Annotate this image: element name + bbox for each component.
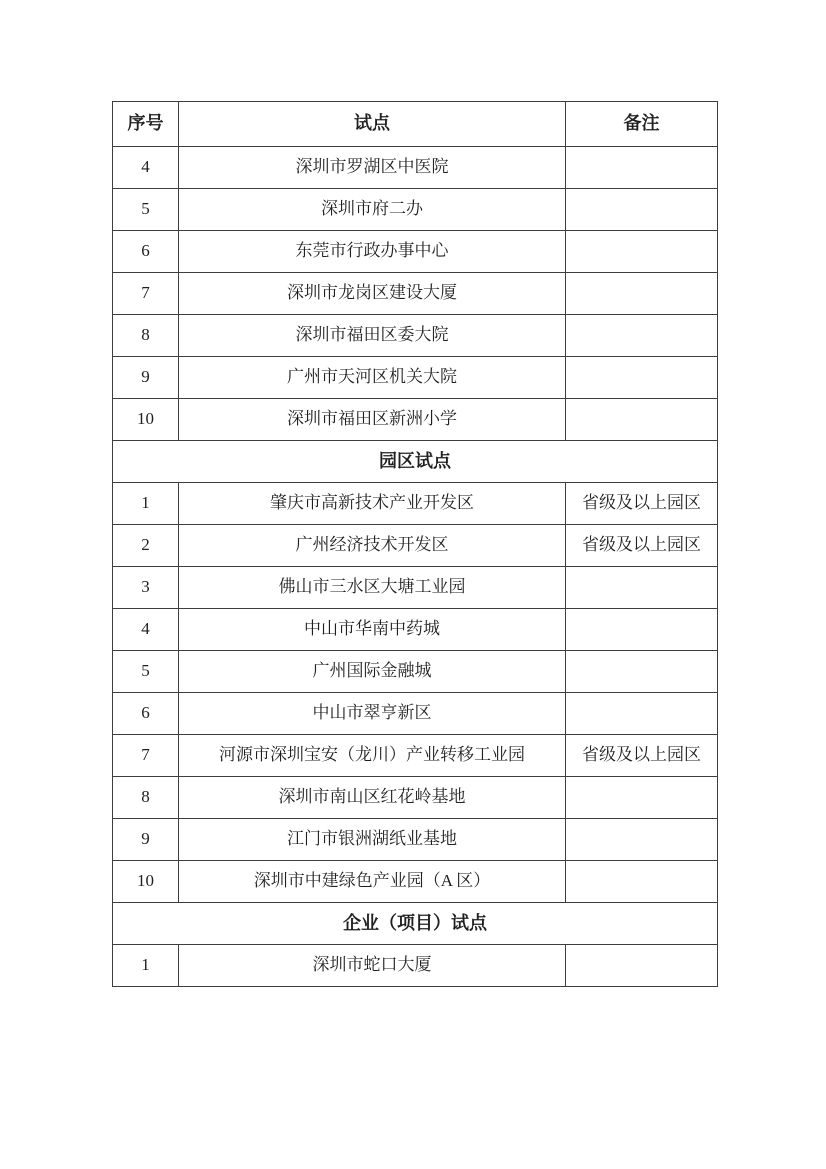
table-row [113, 651, 718, 693]
cell-pilot: 肇庆市高新技术产业开发区 [179, 483, 566, 525]
cell-no: 10 [113, 861, 179, 903]
cell-pilot: 深圳市龙岗区建设大厦 [179, 273, 566, 315]
cell-note [566, 609, 718, 651]
cell-note [566, 693, 718, 735]
header-row [113, 102, 718, 147]
cell-pilot: 广州国际金融城 [179, 651, 566, 693]
cell-pilot: 深圳市福田区委大院 [179, 315, 566, 357]
table-row [113, 231, 718, 273]
cell-no: 7 [113, 735, 179, 777]
table-row [113, 861, 718, 903]
cell-note [566, 399, 718, 441]
cell-no: 9 [113, 357, 179, 399]
cell-no: 4 [113, 147, 179, 189]
cell-pilot: 深圳市南山区红花岭基地 [179, 777, 566, 819]
table-row [113, 945, 718, 987]
cell-note [566, 651, 718, 693]
cell-pilot: 江门市银洲湖纸业基地 [179, 819, 566, 861]
table-row [113, 693, 718, 735]
cell-note [566, 819, 718, 861]
cell-no: 1 [113, 483, 179, 525]
cell-pilot: 深圳市蛇口大厦 [179, 945, 566, 987]
cell-note [566, 315, 718, 357]
table-row [113, 273, 718, 315]
header-pilot: 试点 [179, 102, 566, 147]
cell-no: 6 [113, 231, 179, 273]
cell-note [566, 147, 718, 189]
cell-note: 省级及以上园区 [566, 525, 718, 567]
cell-note [566, 777, 718, 819]
cell-pilot: 广州经济技术开发区 [179, 525, 566, 567]
header-no: 序号 [113, 102, 179, 147]
table-row [113, 315, 718, 357]
section-title: 园区试点 [113, 441, 718, 483]
cell-note [566, 945, 718, 987]
table-row [113, 567, 718, 609]
cell-no: 9 [113, 819, 179, 861]
cell-note [566, 189, 718, 231]
cell-note [566, 861, 718, 903]
cell-note [566, 231, 718, 273]
table-body [113, 147, 718, 987]
table-row [113, 777, 718, 819]
table-row [113, 399, 718, 441]
cell-no: 2 [113, 525, 179, 567]
table-row [113, 609, 718, 651]
cell-no: 10 [113, 399, 179, 441]
cell-no: 5 [113, 189, 179, 231]
cell-pilot: 深圳市罗湖区中医院 [179, 147, 566, 189]
cell-pilot: 河源市深圳宝安（龙川）产业转移工业园 [179, 735, 566, 777]
section-header-row [113, 903, 718, 945]
cell-note [566, 273, 718, 315]
cell-no: 3 [113, 567, 179, 609]
header-note: 备注 [566, 102, 718, 147]
cell-pilot: 佛山市三水区大塘工业园 [179, 567, 566, 609]
cell-note [566, 567, 718, 609]
cell-note [566, 357, 718, 399]
cell-pilot: 中山市翠亨新区 [179, 693, 566, 735]
section-header-row [113, 441, 718, 483]
cell-no: 5 [113, 651, 179, 693]
cell-pilot: 深圳市府二办 [179, 189, 566, 231]
table-row [113, 525, 718, 567]
cell-pilot: 东莞市行政办事中心 [179, 231, 566, 273]
table-row [113, 735, 718, 777]
table-row [113, 147, 718, 189]
cell-no: 8 [113, 315, 179, 357]
section-title: 企业（项目）试点 [113, 903, 718, 945]
cell-no: 4 [113, 609, 179, 651]
table-row [113, 483, 718, 525]
cell-note: 省级及以上园区 [566, 735, 718, 777]
cell-no: 7 [113, 273, 179, 315]
table-row [113, 189, 718, 231]
pilot-table [112, 101, 718, 987]
cell-no: 6 [113, 693, 179, 735]
table-row [113, 357, 718, 399]
cell-pilot: 广州市天河区机关大院 [179, 357, 566, 399]
cell-pilot: 深圳市中建绿色产业园（A 区） [179, 861, 566, 903]
cell-pilot: 深圳市福田区新洲小学 [179, 399, 566, 441]
table-row [113, 819, 718, 861]
cell-no: 8 [113, 777, 179, 819]
cell-pilot: 中山市华南中药城 [179, 609, 566, 651]
cell-no: 1 [113, 945, 179, 987]
cell-note: 省级及以上园区 [566, 483, 718, 525]
